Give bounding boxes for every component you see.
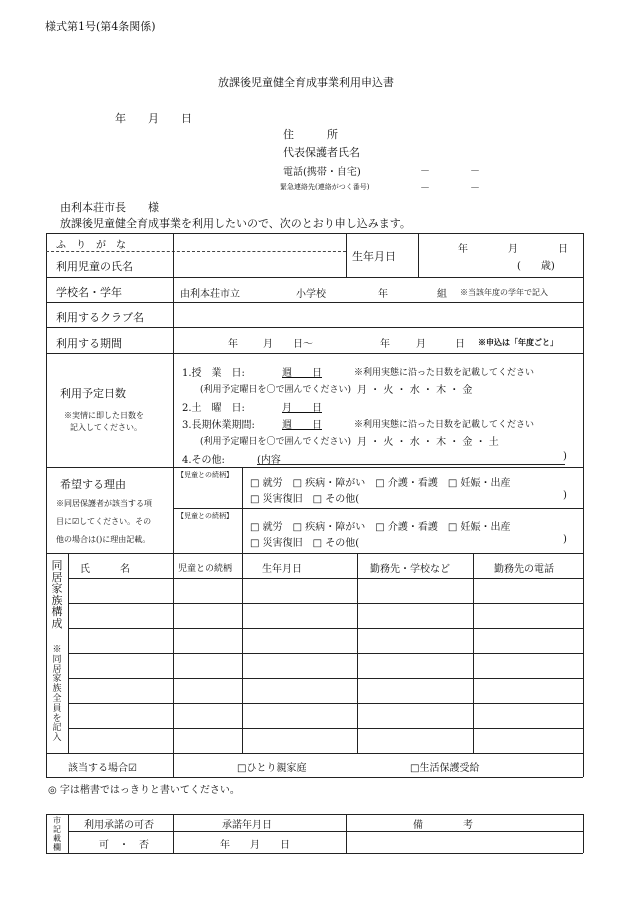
family-line-1: [68, 578, 583, 579]
office-border-top: [46, 814, 583, 815]
emergency-dash-1: －: [420, 183, 430, 194]
reason-note-3: 他の場合は()に理由記載。: [56, 535, 151, 544]
emergency-label: 緊急連絡先(連絡がつく番号): [280, 183, 370, 191]
school-class: 組: [437, 289, 447, 300]
phone-label: 電話(携帯・自宅): [283, 167, 361, 178]
row-line-3: [46, 327, 583, 328]
office-col-2: [346, 814, 347, 853]
saturday-label: 2.土 曜 日:: [182, 403, 245, 414]
reason-options-1b[interactable]: □ 災害復旧 □ その他(: [250, 494, 360, 505]
school-days-week[interactable]: 週 日: [282, 368, 322, 379]
family-line-3: [68, 628, 583, 629]
reason-note-1: ※同居保護者が該当する項: [56, 499, 152, 508]
row-line-5: [46, 467, 583, 468]
office-col-date: 承諾年月日: [222, 820, 272, 831]
reason-note-2: 目に☑してください。その: [56, 517, 152, 526]
table-border-left: [46, 233, 47, 777]
birth-col-left: [346, 233, 347, 277]
office-col-1: [173, 814, 174, 853]
period-start-year: 年: [228, 339, 238, 350]
saturday-value[interactable]: 月 日: [282, 403, 322, 414]
office-date-value[interactable]: 年 月 日: [220, 840, 290, 851]
table-border-bottom: [46, 777, 583, 778]
row-line-4: [46, 353, 583, 354]
furigana-label: ふ り が な: [56, 240, 126, 251]
reason-mid-line: [173, 508, 583, 509]
days-note-1: ※実情に即した日数を: [64, 411, 144, 420]
family-vertical-label: 同居家族構成: [51, 559, 63, 630]
furigana-divider: [46, 251, 346, 252]
days-label: 利用予定日数: [60, 387, 126, 400]
table-border-top: [46, 233, 583, 234]
holiday-label: 3.長期休業期間:: [182, 420, 255, 431]
other-underline: [257, 464, 565, 465]
applicable-label: 該当する場合☑: [68, 763, 137, 774]
relation-tag-2: 【児童との続柄】: [177, 512, 233, 520]
holiday-note: ※利用実態に沿った日数を記載してください: [354, 420, 535, 430]
address-label: 住 所: [283, 128, 338, 141]
family-line-2: [68, 603, 583, 604]
family-line-8: [46, 753, 583, 754]
row-line-2: [46, 302, 583, 303]
school-weekdays[interactable]: 月 ・ 火 ・ 水 ・ 木 ・ 金: [357, 385, 473, 396]
emergency-dash-2: －: [470, 183, 480, 194]
footnote: ◎ 字は楷書ではっきりと書いてください。: [48, 785, 240, 796]
age-field: ( 歳): [517, 261, 555, 272]
family-line-7: [68, 728, 583, 729]
col-work: 勤務先・学校など: [370, 564, 450, 575]
holiday-weekdays[interactable]: 月 ・ 火 ・ 水 ・ 木 ・ 金 ・ 土: [357, 437, 499, 448]
birthdate-label: 生年月日: [352, 250, 396, 263]
single-parent-checkbox[interactable]: □ひとり親家庭: [237, 763, 307, 774]
addressee: 由利本荘市長 様: [60, 201, 159, 214]
school-city: 由利本荘市立: [180, 289, 240, 300]
school-days-note: ※利用実態に沿った日数を記載してください: [354, 368, 535, 378]
days-note-2: 記入してください。: [70, 423, 142, 432]
office-header-line: [68, 831, 583, 832]
period-end-year: 年: [380, 339, 390, 350]
holiday-week[interactable]: 週 日: [282, 420, 322, 431]
row-line-1: [46, 277, 583, 278]
office-col-remarks: 備 考: [413, 820, 473, 831]
family-line-6: [68, 703, 583, 704]
col-relation: 児童との続柄: [178, 564, 233, 574]
reason-close-1: ): [563, 490, 567, 501]
phone-dash-2: －: [470, 166, 480, 177]
intro-text: 放課後児童健全育成事業を利用したいので、次のとおり申し込みます。: [60, 217, 411, 230]
other-value[interactable]: (内容: [257, 455, 281, 466]
child-name-label: 利用児童の氏名: [56, 260, 133, 273]
school-elem: 小学校: [296, 289, 326, 300]
office-border-bottom: [46, 853, 583, 854]
phone-dash-1: －: [420, 166, 430, 177]
club-label: 利用するクラブ名: [56, 311, 144, 324]
applicable-divider: [173, 753, 174, 777]
office-border-right: [583, 814, 584, 853]
school-days-label: 1.授 業 日:: [182, 368, 245, 379]
form-number: 様式第1号(第4条関係): [45, 20, 156, 33]
holiday-sub: (利用予定曜日を〇で囲んでください): [200, 437, 352, 447]
office-border-left: [46, 814, 47, 853]
header-year: 年: [115, 112, 126, 125]
period-note: ※申込は「年度ごと」: [478, 337, 558, 347]
school-label: 学校名・学年: [56, 286, 122, 299]
school-days-sub: (利用予定曜日を〇で囲んでください): [200, 385, 352, 395]
reason-label: 希望する理由: [60, 478, 126, 491]
birth-col-right: [418, 233, 419, 277]
reason-options-2a[interactable]: □ 就労 □ 疾病・障がい □ 介護・看護 □ 妊娠・出産: [250, 522, 511, 533]
relation-col-divider: [242, 467, 243, 553]
col-birth: 生年月日: [262, 564, 302, 575]
period-end-month: 月: [416, 339, 426, 350]
family-vertical-note: ※同居家族全員を記入: [52, 645, 62, 744]
reason-options-1a[interactable]: □ 就労 □ 疾病・障がい □ 介護・看護 □ 妊娠・出産: [250, 478, 511, 489]
school-note: ※当該年度の学年で記入: [460, 288, 548, 297]
guardian-label: 代表保護者氏名: [283, 146, 360, 159]
birth-year: 年: [458, 244, 468, 255]
col-name: 氏 名: [80, 564, 130, 575]
reason-close-2: ): [563, 534, 567, 545]
other-label: 4.その他:: [182, 455, 225, 466]
row-line-6: [46, 553, 583, 554]
period-end-day: 日: [455, 339, 465, 350]
label-col-divider: [173, 233, 174, 553]
header-month: 月: [148, 112, 159, 125]
table-border-right: [583, 233, 584, 777]
reason-options-2b[interactable]: □ 災害復旧 □ その他(: [250, 538, 360, 549]
office-col-approval: 利用承諾の可否: [84, 820, 154, 831]
birth-month: 月: [508, 244, 518, 255]
other-close-paren: ): [563, 451, 567, 462]
period-label: 利用する期間: [56, 337, 122, 350]
period-start-day: 日～: [293, 339, 313, 350]
office-vertical-label: 市記載欄: [53, 816, 61, 852]
form-title: 放課後児童健全育成事業利用申込書: [218, 76, 394, 89]
header-day: 日: [181, 112, 192, 125]
family-line-4: [68, 653, 583, 654]
school-year: 年: [378, 289, 388, 300]
office-col-0: [68, 814, 69, 853]
birth-day: 日: [558, 244, 568, 255]
office-approval-value[interactable]: 可 ・ 否: [99, 840, 149, 851]
period-start-month: 月: [263, 339, 273, 350]
welfare-checkbox[interactable]: □生活保護受給: [410, 763, 480, 774]
col-phone: 勤務先の電話: [494, 564, 554, 575]
family-line-5: [68, 678, 583, 679]
relation-tag-1: 【児童との続柄】: [177, 471, 233, 479]
